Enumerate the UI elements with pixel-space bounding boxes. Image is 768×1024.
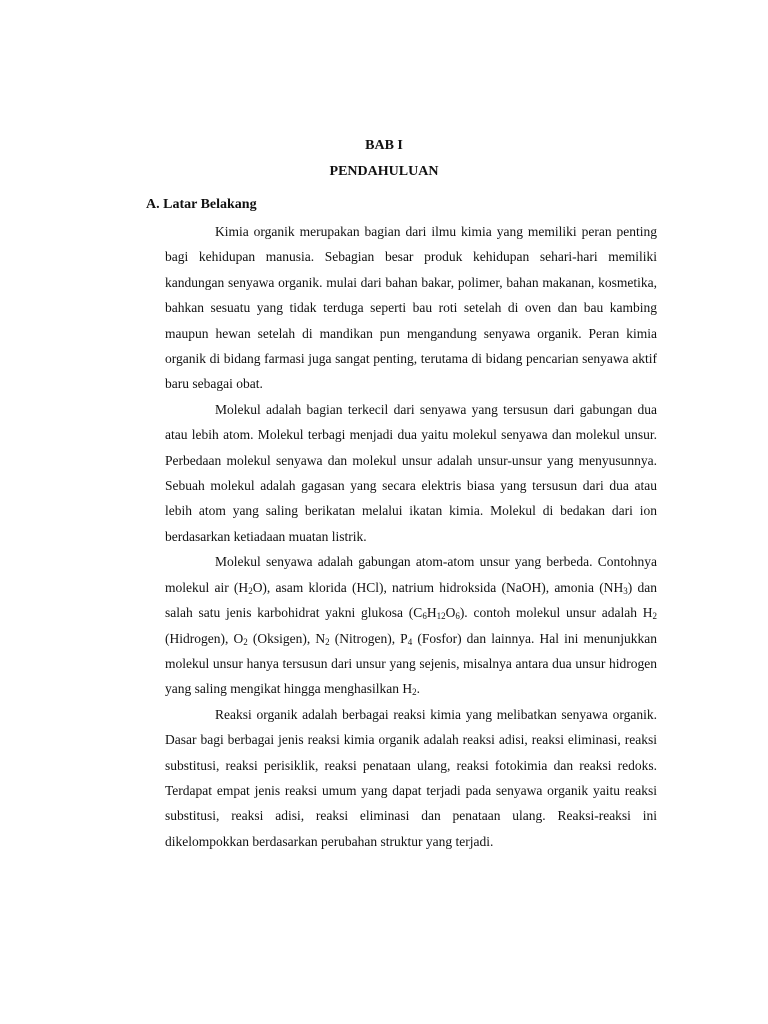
text-run: O [445, 605, 456, 621]
text-run: (Hidrogen), O [165, 630, 244, 646]
subscript: 4 [407, 636, 413, 647]
text-run: ). contoh molekul unsur adalah H [459, 605, 653, 621]
text-run: H [426, 605, 437, 621]
chapter-number: BAB I [365, 138, 403, 153]
text-run: (Nitrogen), P [329, 630, 408, 646]
subscript: 12 [436, 611, 446, 622]
text-run: (Fosfor) dan lainnya. Hal ini menunjukkan molekul unsur hanya tersusun dari unsur yang sejenis, misalnya antara dua unsur hidrogen yang saling mengikat hingga menghasilkan H [165, 630, 657, 697]
text-run: ) dan salah satu jenis karbohidrat yakni glukosa (C [165, 579, 657, 621]
paragraph-2: Molekul adalah bagian terkecil dari senyawa yang tersusun dari gabungan dua atau lebih atom. Molekul terbagi menjadi dua yaitu molekul senyawa dan molekul unsur. Perbedaan molekul senyawa dan molekul unsur adalah unsur-unsur yang menyusunnya. Sebuah molekul adalah gagasan yang secara elektris biasa yang tersusun dari dua atau lebih atom yang saling berikatan melalui ikatan kimia. Molekul di bedakan dari ion berdasarkan ketiadaan muatan listrik. [165, 401, 657, 544]
subscript: 6 [455, 611, 460, 622]
paragraph-3 [165, 549, 657, 701]
text-run: (Oksigen), N [247, 630, 326, 646]
text-run: O), asam klorida (HCl), natrium hidroksida (NaOH), amonia (NH [252, 579, 624, 595]
body-text [165, 219, 657, 854]
subscript: 2 [652, 611, 657, 622]
text-run: . [416, 681, 420, 697]
paragraph-4: Reaksi organik adalah berbagai reaksi kimia yang melibatkan senyawa organik. Dasar bagi berbagai jenis reaksi kimia organik adalah reaksi adisi, reaksi eliminasi, reaksi substitusi, reaksi perisiklik, reaksi penataan ulang, reaksi fotokimia dan reaksi redoks. Terdapat empat jenis reaksi umum yang dapat terjadi pada senyawa organik yaitu reaksi substitusi, reaksi adisi, reaksi eliminasi dan penataan ulang. Reaksi-reaksi ini dikelompokkan berdasarkan perubahan struktur yang terjadi. [165, 706, 657, 849]
subscript: 2 [325, 636, 330, 647]
text-run: Molekul senyawa adalah gabungan atom-atom unsur yang berbeda. Contohnya molekul air (H [165, 554, 657, 595]
subscript: 2 [248, 585, 253, 596]
subscript: 2 [412, 687, 417, 698]
chapter-title: PENDAHULUAN [329, 164, 439, 179]
subscript: 2 [243, 636, 248, 647]
subscript: 6 [422, 611, 427, 622]
paragraph-1: Kimia organik merupakan bagian dari ilmu kimia yang memiliki peran penting bagi kehidupan manusia. Sebagian besar produk kehidupan sehari-hari memiliki kandungan senyawa organik. mulai dari bahan bakar, polimer, bahan makanan, kosmetika, bahkan sesuatu yang tidak terduga seperti bau roti setelah di oven dan bau kambing maupun hewan setelah di mandikan pun mengandung senyawa organik. Peran kimia organik di bidang farmasi juga sangat penting, terutama di bidang pencarian senyawa aktif baru sebagai obat. [165, 224, 657, 392]
subscript: 3 [623, 585, 628, 596]
section-title: A. Latar Belakang [146, 197, 257, 212]
